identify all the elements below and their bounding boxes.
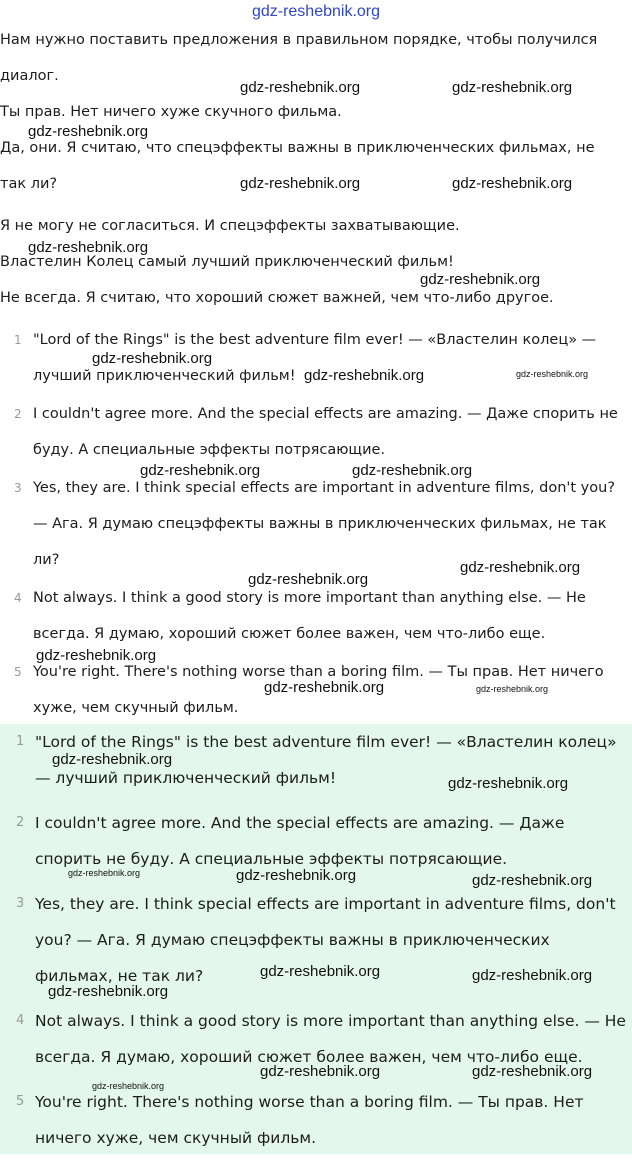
list-item xyxy=(0,580,632,652)
item-text: You're right. There's nothing worse than a boring film. — Ты прав. Нет ничего хуже, чем скучный фильм. xyxy=(33,664,604,716)
watermark-text: gdz-reshebnik.org xyxy=(52,751,173,768)
watermark-text: gdz-reshebnik.org xyxy=(240,79,361,96)
watermark-text: gdz-reshebnik.org xyxy=(36,647,157,664)
sentence-3: Я не могу не согласиться. И спецэффекты захватывающие. xyxy=(0,218,460,234)
item-text: Yes, they are. I think special effects are important in adventure films, don't you? — Ага. Я думаю спецэффекты важны в приключенческих фильмах, не так ли? xyxy=(35,895,616,985)
item-number: 4 xyxy=(16,1013,25,1028)
item-text: You're right. There's nothing worse than a boring film. — Ты прав. Нет ничего хуже, чем скучный фильм. xyxy=(35,1093,584,1147)
item-text: I couldn't agree more. And the special effects are amazing. — Даже спорить не буду. А специальные эффекты потрясающие. xyxy=(35,814,565,868)
item-number: 5 xyxy=(14,665,22,679)
item-number: 3 xyxy=(16,896,25,911)
sentence-4: Властелин Колец самый лучший приключенческий фильм! xyxy=(0,254,454,270)
item-number: 1 xyxy=(14,333,22,347)
watermark-text: gdz-reshebnik.org xyxy=(264,679,385,696)
watermark-text: gdz-reshebnik.org xyxy=(352,462,473,479)
watermark-text: gdz-reshebnik.org xyxy=(248,571,369,588)
watermark-text: gdz-reshebnik.org xyxy=(28,239,149,256)
watermark-text: gdz-reshebnik.org xyxy=(472,1063,593,1080)
watermark-text: gdz-reshebnik.org xyxy=(28,123,149,140)
item-number: 3 xyxy=(14,481,22,495)
sentence-1: Ты прав. Нет ничего хуже скучного фильма. xyxy=(0,104,342,120)
item-text: "Lord of the Rings" is the best adventure film ever! — «Властелин колец» — лучший приключенческий фильм! xyxy=(33,332,597,384)
sentence-2-line-1: Да, они. Я считаю, что спецэффекты важны в приключенческих фильмах, не xyxy=(0,140,595,156)
item-text: "Lord of the Rings" is the best adventure film ever! — «Властелин колец» — лучший приключенческий фильм! xyxy=(35,733,617,787)
list-item xyxy=(0,396,632,468)
watermark-text: gdz-reshebnik.org xyxy=(460,559,581,576)
item-text: Not always. I think a good story is more important than anything else. — Не всегда. Я думаю, хороший сюжет более важен, чем что-либо еще. xyxy=(35,1012,626,1066)
item-text: I couldn't agree more. And the special effects are amazing. — Даже спорить не буду. А специальные эффекты потрясающие. xyxy=(33,406,618,458)
watermark-text: gdz-reshebnik.org xyxy=(68,868,141,878)
item-text: Not always. I think a good story is more important than anything else. — Не всегда. Я думаю, хороший сюжет более важен, чем что-либо еще. xyxy=(33,590,586,642)
list-item xyxy=(0,1084,632,1156)
instruction-line-1: Нам нужно поставить предложения в правильном порядке, чтобы получился xyxy=(0,32,598,48)
item-number: 1 xyxy=(16,734,25,749)
watermark-text: gdz-reshebnik.org xyxy=(236,867,357,884)
watermark-text: gdz-reshebnik.org xyxy=(260,1063,381,1080)
watermark-text: gdz-reshebnik.org xyxy=(472,872,593,889)
watermark-text: gdz-reshebnik.org xyxy=(472,967,593,984)
item-number: 5 xyxy=(16,1094,25,1109)
watermark-text: gdz-reshebnik.org xyxy=(448,775,569,792)
watermark-text: gdz-reshebnik.org xyxy=(452,175,573,192)
watermark-text: gdz-reshebnik.org xyxy=(260,963,381,980)
watermark-text: gdz-reshebnik.org xyxy=(240,175,361,192)
item-text: Yes, they are. I think special effects are important in adventure films, don't you? — Ага. Я думаю спецэффекты важны в приключенческих фильмах, не так ли? xyxy=(33,480,616,568)
watermark-text: gdz-reshebnik.org xyxy=(92,1081,165,1091)
instruction-line-2: диалог. xyxy=(0,68,59,84)
watermark-text: gdz-reshebnik.org xyxy=(476,684,549,694)
watermark-text: gdz-reshebnik.org xyxy=(516,369,589,379)
watermark-text: gdz-reshebnik.org xyxy=(140,462,261,479)
item-number: 2 xyxy=(14,407,22,421)
watermark-text: gdz-reshebnik.org xyxy=(48,983,169,1000)
watermark-text: gdz-reshebnik.org xyxy=(452,79,573,96)
item-number: 4 xyxy=(14,591,22,605)
watermark-text: gdz-reshebnik.org xyxy=(92,350,213,367)
watermark-text: gdz-reshebnik.org xyxy=(420,271,541,288)
sentence-5: Не всегда. Я считаю, что хороший сюжет важней, чем что-либо другое. xyxy=(0,290,554,306)
watermark-text: gdz-reshebnik.org xyxy=(304,367,425,384)
site-header-watermark: gdz-reshebnik.org xyxy=(251,3,381,20)
sentence-2-line-2: так ли? xyxy=(0,176,58,192)
item-number: 2 xyxy=(16,815,25,830)
